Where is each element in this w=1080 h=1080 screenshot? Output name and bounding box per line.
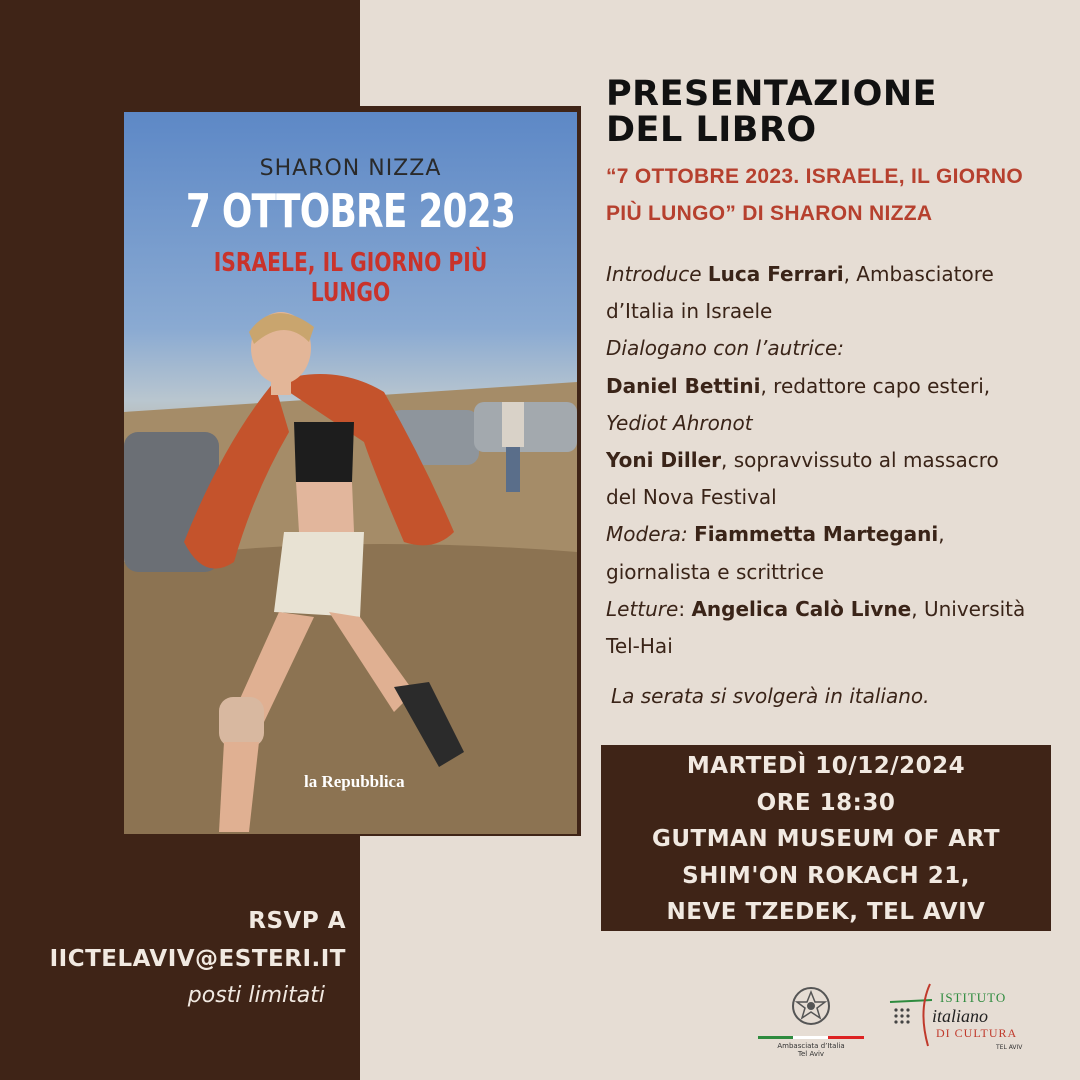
institute-word-2: italiano (932, 1006, 989, 1026)
event-info-box (601, 745, 1051, 931)
intro-line: Introduce Luca Ferrari, Ambasciatore (606, 262, 994, 286)
speaker-2-role: del Nova Festival (606, 485, 777, 510)
speaker-1: Daniel Bettini, redattore capo esteri, (606, 373, 991, 398)
event-venue: GUTMAN MUSEUM OF ART (651, 826, 1001, 852)
moderator-line: Modera: Fiammetta Martegani, (606, 522, 945, 547)
reader-role: Tel-Hai (606, 634, 673, 659)
book-subtitle (606, 158, 1076, 232)
institute-mark-icon (888, 980, 938, 1050)
readings-line: Letture: Angelica Calò Livne, Università (606, 596, 1026, 621)
dialog-label: Dialogano con l’autrice: (606, 336, 844, 361)
embassy-city: Tel Aviv (797, 1050, 825, 1058)
event-details (606, 256, 1076, 665)
book-cover (124, 112, 577, 834)
event-date: MARTEDÌ 10/12/2024 (686, 753, 966, 779)
cover-title: 7 OTTOBRE 2023 (185, 184, 516, 238)
rsvp-block (50, 902, 346, 1014)
cover-subtitle: ISRAELE, IL GIORNO PIÙ LUNGO (213, 248, 488, 308)
event-address-2: NEVE TZEDEK, TEL AVIV (666, 899, 986, 925)
institute-city: TEL AVIV (996, 1044, 1023, 1051)
moderator-role: giornalista e scrittrice (606, 559, 824, 584)
emblem-icon (758, 984, 864, 1034)
rsvp-note: posti limitati (187, 983, 325, 1008)
institute-logo (888, 980, 1038, 1060)
institute-word-3: DI CULTURA (936, 1026, 1018, 1040)
subtitle-line-2: PIÙ LUNGO” DI SHARON NIZZA (606, 202, 933, 225)
embassy-name: Ambasciata d’Italia (777, 1042, 845, 1050)
institute-word-1: ISTITUTO (940, 990, 1007, 1005)
speaker-1-outlet: Yediot Ahronot (606, 410, 753, 435)
speaker-2: Yoni Diller, sopravvissuto al massacro (606, 448, 999, 473)
language-note: La serata si svolgerà in italiano. (611, 684, 930, 708)
title-line-1: PRESENTAZIONE (606, 74, 938, 114)
subtitle-line-1: “7 OTTOBRE 2023. ISRAELE, IL GIORNO (606, 165, 1023, 188)
embassy-logo (758, 984, 864, 1056)
italian-flag-line (758, 1036, 864, 1039)
intro-role-line: d’Italia in Israele (606, 299, 773, 324)
cover-publisher: la Repubblica (304, 772, 405, 791)
rsvp-email[interactable]: IICTELAVIV@ESTERI.IT (49, 946, 346, 972)
rsvp-label: RSVP A (248, 908, 346, 934)
page-title (606, 76, 937, 148)
title-line-2: DEL LIBRO (606, 110, 817, 150)
cover-author: SHARON NIZZA (259, 156, 442, 181)
event-time: ORE 18:30 (756, 789, 896, 816)
event-address-1: SHIM'ON ROKACH 21, (682, 862, 970, 889)
